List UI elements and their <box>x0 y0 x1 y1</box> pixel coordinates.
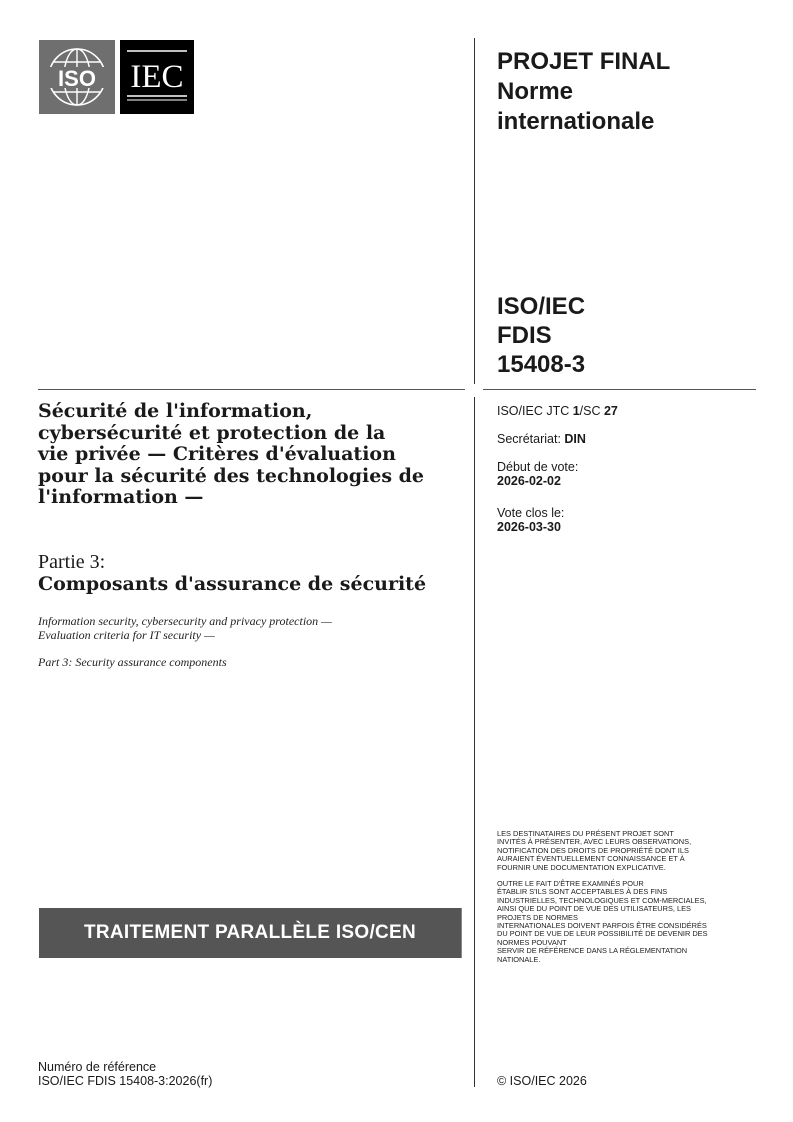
disclaimer-line: PROJETS DE NORMES <box>497 912 578 922</box>
document-number <box>497 292 757 379</box>
disclaimer-line: INDUSTRIELLES, TECHNOLOGIQUES ET COM-MERCIALES, <box>497 895 707 905</box>
vote-start-label: Début de vote: <box>497 460 579 474</box>
reference-number <box>38 1060 212 1088</box>
disclaimer-line: NOTIFICATION DES DROITS DE PROPRIÉTÉ DONT ILS <box>497 845 689 855</box>
title-fr-line: pour la sécurité des technologies de <box>38 464 425 487</box>
status-line-2: Norme <box>497 78 574 105</box>
column-divider-bottom <box>474 397 475 1087</box>
secretariat-label: Secrétariat: <box>497 432 565 446</box>
committee-prefix: ISO/IEC JTC <box>497 404 573 418</box>
disclaimer-paragraph-1 <box>497 830 759 872</box>
title-fr-line: cybersécurité et protection de la <box>38 421 386 444</box>
copyright: © ISO/IEC 2026 <box>497 1074 587 1088</box>
reference-label: Numéro de référence <box>38 1060 157 1074</box>
title-fr-line: l'information — <box>38 486 204 508</box>
iec-logo-text: IEC <box>130 59 184 95</box>
title-english <box>38 614 468 642</box>
title-fr-line: vie privée — Critères d'évaluation <box>38 443 396 465</box>
iso-logo <box>39 40 115 114</box>
reference-value: ISO/IEC FDIS 15408-3:2026(fr) <box>38 1074 213 1088</box>
disclaimer-line: INTERNATIONALES DOIVENT PARFOIS ÊTRE CONSIDÉRÉS <box>497 921 707 931</box>
disclaimer-line: OUTRE LE FAIT D'ÊTRE EXAMINÉS POUR <box>497 879 644 888</box>
part-title: Composants d'assurance de sécurité <box>38 573 427 595</box>
docnum-line-3: 15408-3 <box>497 351 586 378</box>
disclaimer-line: NATIONALE. <box>497 954 541 964</box>
title-french <box>38 401 468 509</box>
part-english: Part 3: Security assurance components <box>38 655 227 669</box>
vote-start <box>497 460 757 488</box>
iso-globe-icon <box>39 40 115 114</box>
document-status <box>497 47 757 137</box>
committee-sc: 27 <box>603 404 618 418</box>
title-en-line: Information security, cybersecurity and privacy protection — <box>38 614 332 628</box>
iec-mark-icon <box>120 40 194 114</box>
committee-jtc: 1 <box>572 404 580 418</box>
secretariat-value: DIN <box>564 432 586 446</box>
disclaimer-line: ÉTABLIR S'ILS SONT ACCEPTABLES À DES FINS <box>497 887 668 897</box>
status-line-3: internationale <box>497 108 655 135</box>
vote-start-date: 2026-02-02 <box>497 474 561 488</box>
docnum-line-2: FDIS <box>497 322 552 349</box>
column-divider-top <box>474 38 475 384</box>
parallel-processing-banner: TRAITEMENT PARALLÈLE ISO/CEN <box>39 908 461 958</box>
committee <box>497 404 757 418</box>
docnum-line-1: ISO/IEC <box>497 293 586 320</box>
disclaimer-line: AINSI QUE DU POINT DE VUE DES UTILISATEURS, LES <box>497 904 691 914</box>
vote-end-date: 2026-03-30 <box>497 520 561 534</box>
part-label: Partie 3: <box>38 551 106 573</box>
disclaimer-line: NORMES POUVANT <box>497 937 567 947</box>
disclaimer-paragraph-2 <box>497 880 759 964</box>
iso-logo-text: ISO <box>58 66 96 91</box>
disclaimer-line: DU POINT DE VUE DE LEUR POSSIBILITÉ DE DEVENIR DES <box>497 929 708 939</box>
disclaimer-line: INVITÉS À PRÉSENTER, AVEC LEURS OBSERVATIONS, <box>497 837 692 847</box>
disclaimer-line: SERVIR DE RÉFÉRENCE DANS LA RÉGLEMENTATION <box>497 946 688 956</box>
status-line-1: PROJET FINAL <box>497 48 671 75</box>
committee-sep: /SC <box>579 404 604 418</box>
left-horizontal-rule <box>38 389 465 390</box>
secretariat <box>497 432 757 446</box>
iec-logo <box>120 40 194 114</box>
vote-end-label: Vote clos le: <box>497 506 565 520</box>
disclaimer-line: LES DESTINATAIRES DU PRÉSENT PROJET SONT <box>497 829 674 838</box>
title-fr-line: Sécurité de l'information, <box>38 400 313 422</box>
disclaimer-line: AURAIENT ÉVENTUELLEMENT CONNAISSANCE ET À <box>497 854 685 864</box>
title-en-line: Evaluation criteria for IT security — <box>38 628 215 642</box>
vote-end <box>497 506 757 534</box>
right-horizontal-rule <box>483 389 756 390</box>
disclaimer-line: FOURNIR UNE DOCUMENTATION EXPLICATIVE. <box>497 862 666 872</box>
